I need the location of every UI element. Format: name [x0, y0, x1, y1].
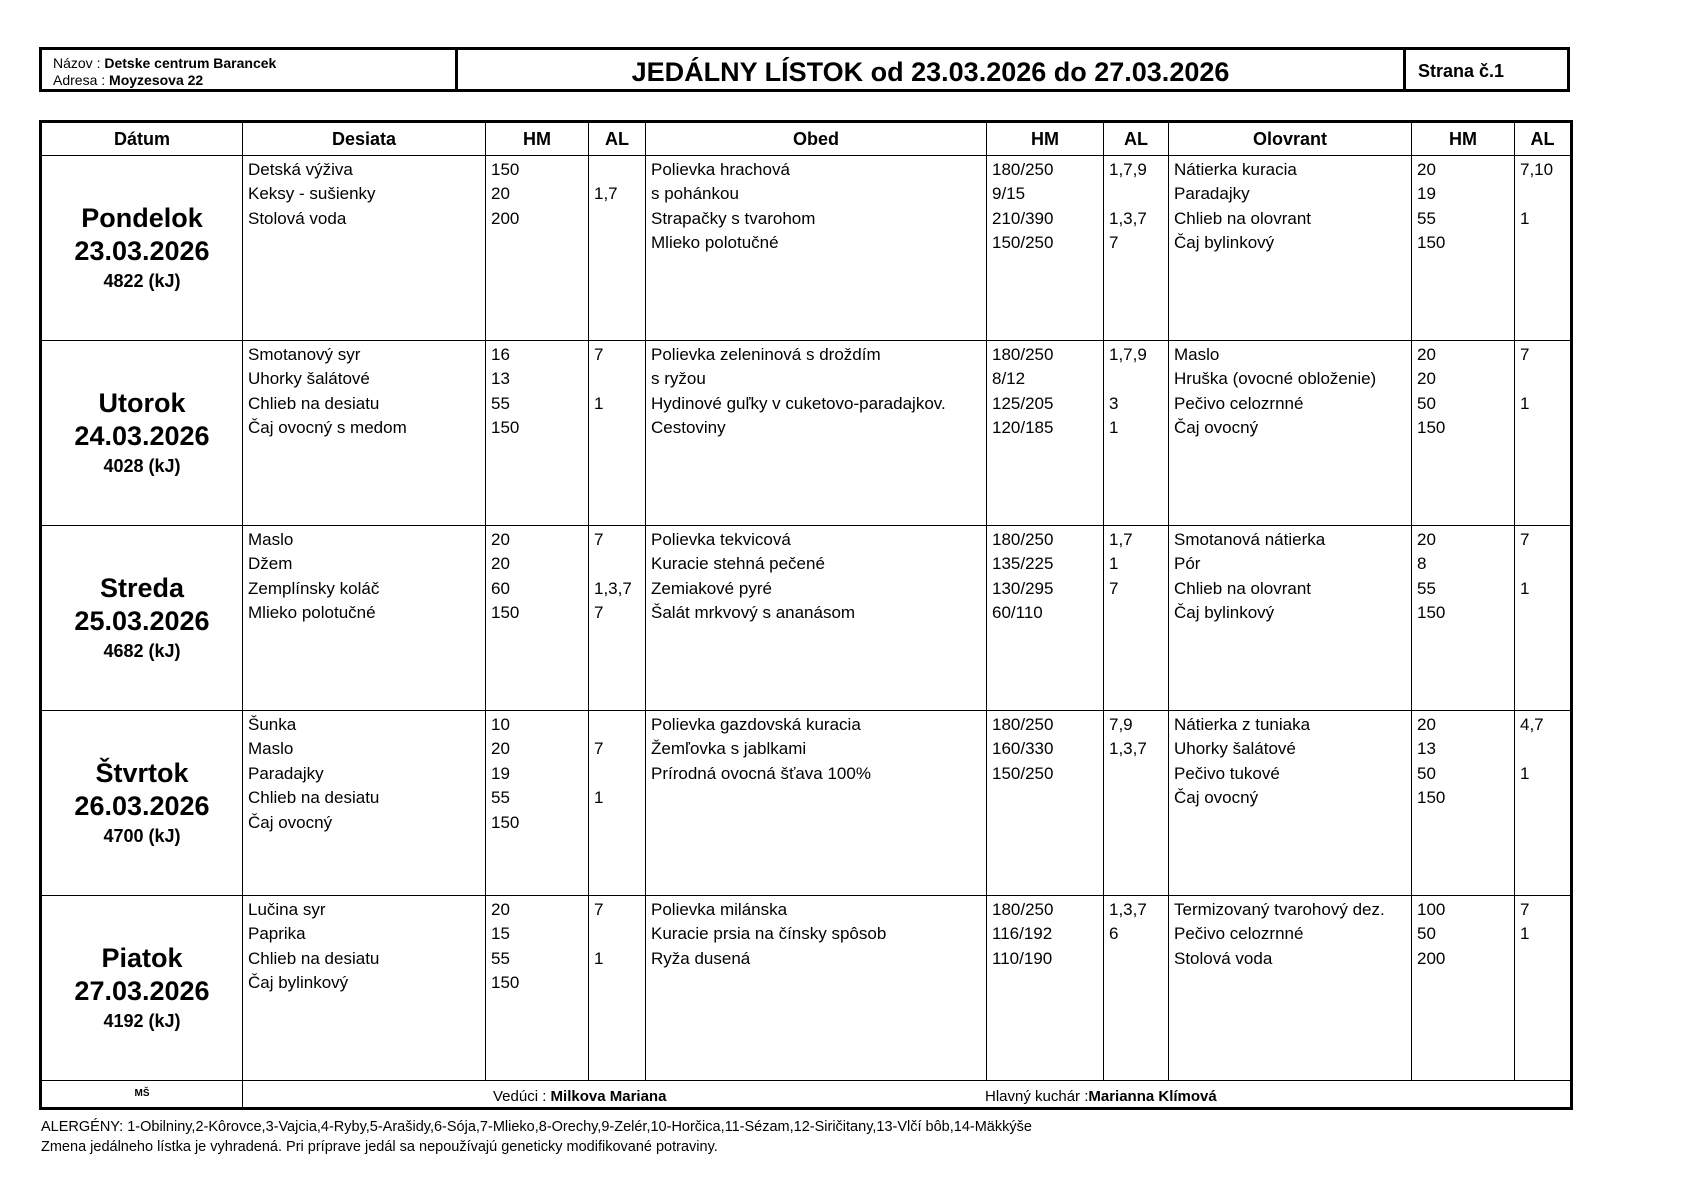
- cell-line: Pór: [1174, 554, 1201, 574]
- desiata-items: [243, 341, 486, 526]
- cell-line: 20: [1417, 345, 1436, 364]
- day-cell: [41, 156, 243, 341]
- cell-line: 3: [1109, 393, 1119, 413]
- day-date: 25.03.2026: [74, 606, 210, 636]
- cell-line: Polievka milánska: [651, 900, 788, 919]
- day-date: 26.03.2026: [74, 791, 210, 821]
- cell-line: Keksy - sušienky: [248, 184, 376, 204]
- day-row: [41, 156, 1572, 341]
- desiata-hm: [486, 896, 589, 1081]
- olovrant-al: [1515, 341, 1572, 526]
- address-label: Adresa :: [53, 72, 106, 88]
- olovrant-items: [1169, 156, 1412, 341]
- cell-line: 1: [594, 948, 604, 968]
- cell-line: 150: [1417, 418, 1446, 438]
- cell-line: 1: [594, 788, 604, 808]
- column-header-obed: Obed: [646, 122, 987, 156]
- cell-line: [589, 158, 645, 182]
- cell-line: Čaj bylinkový: [248, 973, 349, 993]
- cell-line: [1515, 552, 1570, 576]
- olovrant-hm: [1412, 341, 1515, 526]
- day-energy: 4700 (kJ): [103, 826, 181, 846]
- cell-line: 180/250: [992, 160, 1054, 179]
- page-title: JEDÁLNY LÍSTOK od 23.03.2026 do 27.03.2026: [458, 50, 1406, 89]
- cell-line: [589, 207, 645, 231]
- day-date: 27.03.2026: [74, 976, 210, 1006]
- day-energy: 4822 (kJ): [103, 271, 181, 291]
- cell-line: 1: [1520, 393, 1530, 413]
- day-name: Štvrtok: [95, 758, 189, 788]
- cell-line: [1515, 737, 1570, 761]
- cell-line: 1,7,9: [1109, 160, 1147, 179]
- cell-line: Šunka: [248, 715, 297, 734]
- cell-line: 180/250: [992, 900, 1054, 919]
- obed-items: [646, 341, 987, 526]
- manager-label: Vedúci :: [493, 1088, 547, 1105]
- day-name: Streda: [99, 573, 185, 603]
- day-name: Utorok: [98, 388, 186, 418]
- cell-line: 125/205: [992, 393, 1054, 413]
- cell-line: 6: [1109, 924, 1119, 944]
- olovrant-al: [1515, 711, 1572, 896]
- obed-al: [1104, 711, 1169, 896]
- cell-line: Kuracie stehná pečené: [651, 554, 825, 574]
- cell-line: 13: [1417, 739, 1436, 759]
- cell-line: [1515, 416, 1570, 440]
- cell-line: 60/110: [992, 603, 1043, 623]
- cell-line: 180/250: [992, 530, 1054, 549]
- cell-line: 110/190: [992, 948, 1053, 968]
- cell-line: 20: [1417, 160, 1436, 179]
- cell-line: [1104, 947, 1168, 971]
- cell-line: 7: [1520, 530, 1530, 549]
- cell-line: Paradajky: [248, 763, 324, 783]
- cell-line: Detská výživa: [248, 160, 353, 179]
- cell-line: 19: [491, 763, 510, 783]
- cell-line: Smotanová nátierka: [1174, 530, 1326, 549]
- cell-line: 7: [1109, 233, 1119, 253]
- cell-line: Smotanový syr: [248, 345, 361, 364]
- cell-line: 200: [1417, 948, 1446, 968]
- cell-line: Stolová voda: [248, 208, 347, 228]
- cell-line: [589, 552, 645, 576]
- cell-line: 20: [491, 554, 510, 574]
- cell-line: 1,3,7: [1109, 900, 1147, 919]
- cell-line: 20: [1417, 715, 1436, 734]
- cell-line: 7: [594, 739, 604, 759]
- day-cell: [41, 526, 243, 711]
- cell-line: 55: [491, 788, 510, 808]
- cell-line: Chlieb na desiatu: [248, 788, 380, 808]
- ms-label: MŠ: [41, 1081, 243, 1109]
- name-label: Názov :: [53, 55, 101, 71]
- cell-line: 10: [491, 715, 510, 734]
- day-cell: [41, 711, 243, 896]
- cell-line: 55: [491, 393, 510, 413]
- cell-line: 7: [1520, 900, 1530, 919]
- cell-line: Pečivo celozrnné: [1174, 393, 1304, 413]
- cell-line: 20: [491, 184, 510, 204]
- disclaimer: Zmena jedálneho lístka je vyhradená. Pri príprave jedál sa nepoužívajú geneticky modifikované potraviny.: [41, 1139, 718, 1155]
- obed-hm: [987, 341, 1104, 526]
- chef-name: Marianna Klímová: [1088, 1088, 1217, 1105]
- olovrant-al: [1515, 156, 1572, 341]
- day-energy: 4192 (kJ): [103, 1011, 181, 1031]
- cell-line: 50: [1417, 763, 1436, 783]
- cell-line: Hydinové guľky v cuketovo-paradajkov.: [651, 393, 946, 413]
- column-header-hm: HM: [1412, 122, 1515, 156]
- day-energy: 4028 (kJ): [103, 456, 181, 476]
- day-date: 24.03.2026: [74, 421, 210, 451]
- desiata-hm: [486, 156, 589, 341]
- cell-line: 7,10: [1520, 160, 1554, 179]
- allergens-legend: ALERGÉNY: 1-Obilniny,2-Kôrovce,3-Vajcia,4-Ryby,5-Arašidy,6-Sója,7-Mlieko,8-Orechy,9-Zelér,10-Horčica,11-Sézam,12-Siričitany,13-Vlčí bôb,14-Mäkkýše: [41, 1119, 1032, 1135]
- day-row: [41, 341, 1572, 526]
- signature-row: [41, 1081, 1572, 1109]
- cell-line: 7,9: [1109, 715, 1133, 734]
- olovrant-items: [1169, 341, 1412, 526]
- cell-line: [1104, 601, 1168, 625]
- olovrant-hm: [1412, 896, 1515, 1081]
- olovrant-hm: [1412, 156, 1515, 341]
- cell-line: Strapačky s tvarohom: [651, 208, 816, 228]
- olovrant-items: [1169, 896, 1412, 1081]
- cell-line: 1: [1109, 418, 1119, 438]
- cell-line: Paradajky: [1174, 184, 1250, 204]
- cell-line: 20: [1417, 530, 1436, 549]
- cell-line: 7: [594, 530, 604, 549]
- cell-line: Prírodná ovocná šťava 100%: [651, 763, 871, 783]
- cell-line: 1,7: [594, 184, 618, 204]
- obed-items: [646, 896, 987, 1081]
- column-header-al: AL: [589, 122, 646, 156]
- cell-line: Chlieb na olovrant: [1174, 208, 1312, 228]
- cell-line: 150: [491, 418, 520, 438]
- obed-al: [1104, 896, 1169, 1081]
- day-name: Pondelok: [81, 203, 203, 233]
- cell-line: Hruška (ovocné obloženie): [1174, 369, 1377, 389]
- cell-line: Cestoviny: [651, 418, 726, 438]
- cell-line: [1515, 786, 1570, 810]
- cell-line: 7: [594, 900, 604, 919]
- cell-line: 1: [1520, 763, 1530, 783]
- cell-line: Džem: [248, 554, 293, 574]
- cell-line: 60: [491, 578, 510, 598]
- manager-name: Milkova Mariana: [550, 1088, 667, 1105]
- cell-line: Pečivo tukové: [1174, 763, 1280, 783]
- menu-table: [39, 120, 1573, 1110]
- day-date: 23.03.2026: [74, 236, 210, 266]
- cell-line: 180/250: [992, 715, 1054, 734]
- cell-line: 20: [491, 900, 510, 919]
- cell-line: 150: [1417, 603, 1446, 623]
- cell-line: Uhorky šalátové: [1174, 739, 1296, 759]
- chef-signature: [985, 1085, 1217, 1109]
- desiata-al: [589, 711, 646, 896]
- obed-items: [646, 156, 987, 341]
- cell-line: Pečivo celozrnné: [1174, 924, 1304, 944]
- cell-line: [1104, 367, 1168, 391]
- cell-line: [589, 713, 645, 737]
- facility-address: Moyzesova 22: [109, 72, 204, 88]
- cell-line: [1104, 182, 1168, 206]
- cell-line: 7: [1109, 578, 1119, 598]
- olovrant-hm: [1412, 526, 1515, 711]
- cell-line: 130/295: [992, 578, 1054, 598]
- document-header: [39, 47, 1570, 92]
- cell-line: 120/185: [992, 418, 1054, 438]
- cell-line: Žemľovka s jablkami: [651, 739, 807, 759]
- cell-line: 13: [491, 369, 510, 389]
- notes: [41, 1117, 1032, 1157]
- cell-line: 20: [1417, 369, 1436, 389]
- cell-line: 150/250: [992, 233, 1054, 253]
- cell-line: Stolová voda: [1174, 948, 1273, 968]
- cell-line: 50: [1417, 393, 1436, 413]
- desiata-al: [589, 156, 646, 341]
- cell-line: 1,3,7: [594, 578, 632, 598]
- cell-line: 8: [1417, 554, 1427, 574]
- cell-line: 55: [1417, 578, 1436, 598]
- cell-line: 1: [1520, 578, 1530, 598]
- cell-line: Polievka tekvicová: [651, 530, 791, 549]
- cell-line: Čaj ovocný: [1174, 418, 1259, 438]
- cell-line: Polievka gazdovská kuracia: [651, 715, 861, 734]
- cell-line: Čaj ovocný s medom: [248, 418, 407, 438]
- obed-items: [646, 526, 987, 711]
- cell-line: Termizovaný tvarohový dez.: [1174, 900, 1385, 919]
- column-header-date: Dátum: [41, 122, 243, 156]
- cell-line: 1: [1520, 924, 1530, 944]
- cell-line: 150: [491, 812, 520, 832]
- desiata-al: [589, 526, 646, 711]
- obed-al: [1104, 341, 1169, 526]
- cell-line: 20: [491, 739, 510, 759]
- day-row: [41, 711, 1572, 896]
- cell-line: 15: [491, 924, 510, 944]
- column-header-hm: HM: [486, 122, 589, 156]
- obed-al: [1104, 156, 1169, 341]
- cell-line: Paprika: [248, 924, 306, 944]
- cell-line: 55: [491, 948, 510, 968]
- signatures: [243, 1081, 1572, 1109]
- cell-line: [589, 367, 645, 391]
- cell-line: [589, 922, 645, 946]
- cell-line: [589, 416, 645, 440]
- cell-line: 116/192: [992, 924, 1053, 944]
- cell-line: Chlieb na desiatu: [248, 393, 380, 413]
- cell-line: Polievka zeleninová s droždím: [651, 345, 881, 364]
- cell-line: Zemplínsky koláč: [248, 578, 380, 598]
- olovrant-items: [1169, 526, 1412, 711]
- cell-line: 135/225: [992, 554, 1054, 574]
- cell-line: Nátierka kuracia: [1174, 160, 1297, 179]
- page-number: Strana č.1: [1418, 61, 1505, 81]
- cell-line: Kuracie prsia na čínsky spôsob: [651, 924, 887, 944]
- cell-line: [589, 762, 645, 786]
- day-row: [41, 526, 1572, 711]
- cell-line: [589, 971, 645, 995]
- cell-line: Čaj bylinkový: [1174, 233, 1275, 253]
- cell-line: Zemiakové pyré: [651, 578, 772, 598]
- olovrant-items: [1169, 711, 1412, 896]
- olovrant-al: [1515, 526, 1572, 711]
- cell-line: [1515, 601, 1570, 625]
- cell-line: [1515, 231, 1570, 255]
- cell-line: 50: [1417, 924, 1436, 944]
- column-header-al: AL: [1515, 122, 1572, 156]
- cell-line: 150/250: [992, 763, 1054, 783]
- cell-line: 7: [1520, 345, 1530, 364]
- day-cell: [41, 896, 243, 1081]
- cell-line: 9/15: [992, 184, 1026, 204]
- desiata-al: [589, 896, 646, 1081]
- cell-line: Šalát mrkvový s ananásom: [651, 603, 856, 623]
- column-header-olovrant: Olovrant: [1169, 122, 1412, 156]
- obed-items: [646, 711, 987, 896]
- cell-line: Čaj ovocný: [1174, 788, 1259, 808]
- cell-line: Chlieb na olovrant: [1174, 578, 1312, 598]
- obed-hm: [987, 896, 1104, 1081]
- cell-line: 4,7: [1520, 715, 1544, 734]
- obed-hm: [987, 711, 1104, 896]
- cell-line: Ryža dusená: [651, 948, 751, 968]
- cell-line: Maslo: [248, 739, 294, 759]
- cell-line: 19: [1417, 184, 1436, 204]
- cell-line: 1,3,7: [1109, 739, 1147, 759]
- obed-hm: [987, 156, 1104, 341]
- column-header-al: AL: [1104, 122, 1169, 156]
- desiata-al: [589, 341, 646, 526]
- cell-line: [1104, 762, 1168, 786]
- cell-line: [1515, 947, 1570, 971]
- cell-line: [1515, 367, 1570, 391]
- cell-line: 150: [491, 603, 520, 623]
- cell-line: 20: [491, 530, 510, 549]
- desiata-items: [243, 526, 486, 711]
- cell-line: 150: [1417, 233, 1446, 253]
- cell-line: [1515, 182, 1570, 206]
- obed-hm: [987, 526, 1104, 711]
- cell-line: 200: [491, 208, 520, 228]
- cell-line: Uhorky šalátové: [248, 369, 370, 389]
- cell-line: Polievka hrachová: [651, 160, 790, 179]
- manager-signature: [493, 1085, 666, 1109]
- cell-line: Maslo: [248, 530, 294, 549]
- column-header-hm: HM: [987, 122, 1104, 156]
- cell-line: Čaj ovocný: [248, 812, 333, 832]
- cell-line: 1: [594, 393, 604, 413]
- day-row: [41, 896, 1572, 1081]
- cell-line: 150: [491, 160, 520, 179]
- cell-line: 7: [594, 603, 604, 623]
- cell-line: Mlieko polotučné: [248, 603, 376, 623]
- cell-line: 150: [1417, 788, 1446, 808]
- day-cell: [41, 341, 243, 526]
- desiata-hm: [486, 526, 589, 711]
- cell-line: 100: [1417, 900, 1446, 919]
- cell-line: 160/330: [992, 739, 1054, 759]
- cell-line: [589, 811, 645, 835]
- day-name: Piatok: [101, 943, 183, 973]
- cell-line: 16: [491, 345, 510, 364]
- cell-line: Maslo: [1174, 345, 1220, 364]
- day-energy: 4682 (kJ): [103, 641, 181, 661]
- column-header-desiata: Desiata: [243, 122, 486, 156]
- desiata-items: [243, 156, 486, 341]
- cell-line: 1: [1520, 208, 1530, 228]
- cell-line: s pohánkou: [651, 184, 739, 204]
- cell-line: 1: [1109, 554, 1119, 574]
- facility-name: Detske centrum Barancek: [104, 55, 277, 71]
- cell-line: Čaj bylinkový: [1174, 603, 1275, 623]
- table-header-row: [41, 122, 1572, 156]
- cell-line: Chlieb na desiatu: [248, 948, 380, 968]
- facility-info: [42, 50, 458, 89]
- cell-line: 8/12: [992, 369, 1026, 389]
- cell-line: 1,7,9: [1109, 345, 1147, 364]
- cell-line: Nátierka z tuniaka: [1174, 715, 1311, 734]
- cell-line: 210/390: [992, 208, 1054, 228]
- cell-line: 55: [1417, 208, 1436, 228]
- cell-line: 1,7: [1109, 530, 1133, 549]
- cell-line: s ryžou: [651, 369, 706, 389]
- cell-line: 1,3,7: [1109, 208, 1147, 228]
- cell-line: Lučina syr: [248, 900, 326, 919]
- cell-line: Mlieko polotučné: [651, 233, 779, 253]
- chef-label: Hlavný kuchár :: [985, 1088, 1089, 1105]
- cell-line: 150: [491, 973, 520, 993]
- obed-al: [1104, 526, 1169, 711]
- desiata-items: [243, 896, 486, 1081]
- olovrant-hm: [1412, 711, 1515, 896]
- desiata-hm: [486, 341, 589, 526]
- cell-line: 180/250: [992, 345, 1054, 364]
- desiata-items: [243, 711, 486, 896]
- olovrant-al: [1515, 896, 1572, 1081]
- desiata-hm: [486, 711, 589, 896]
- cell-line: 7: [594, 345, 604, 364]
